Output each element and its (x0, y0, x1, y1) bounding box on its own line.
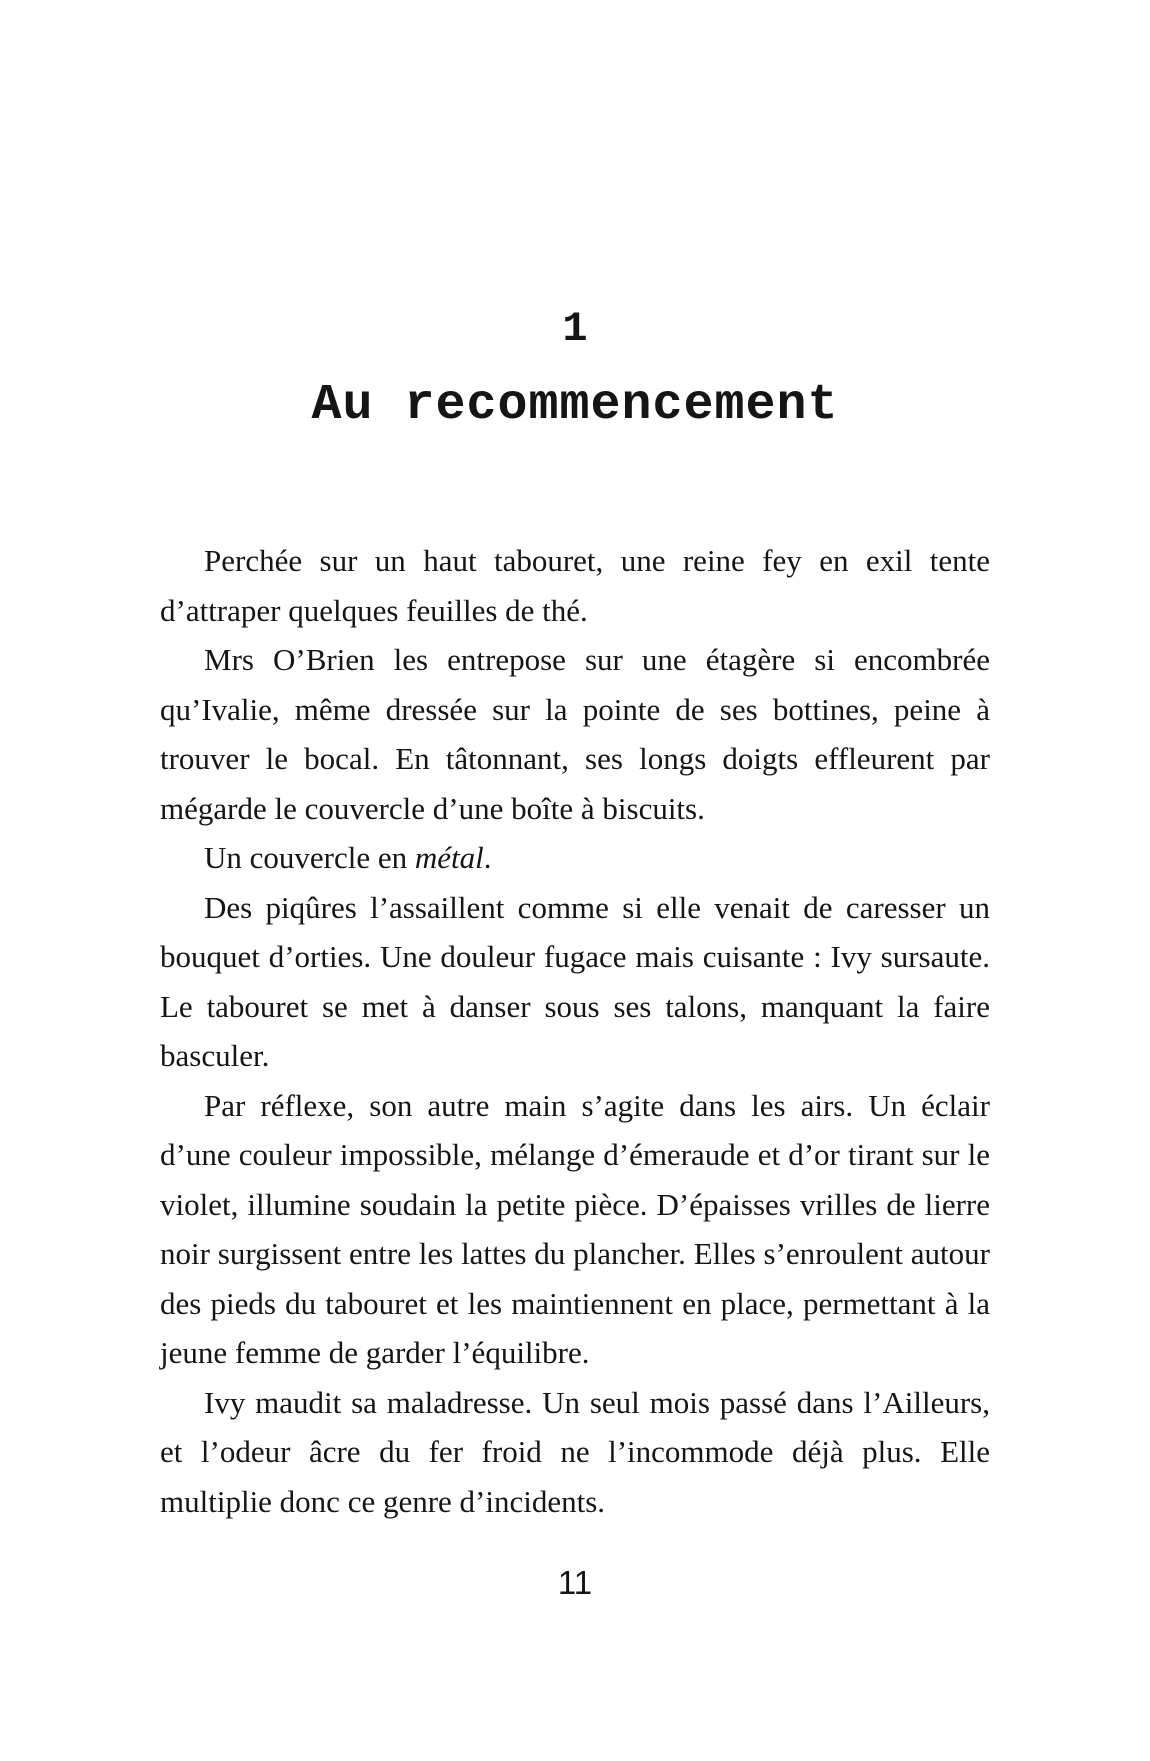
text-run: Mrs O’Brien les entrepose sur une étagère si encombrée qu’Ivalie, même dressée sur la pointe de ses bottines, peine à trouver le bocal. En tâtonnant, ses longs doigts effleurent par mégarde le couvercle d’une boîte à biscuits. (160, 642, 990, 826)
chapter-title: Au recommencement (311, 377, 839, 434)
text-run: Par réflexe, son autre main s’agite dans les airs. Un éclair d’une couleur impossible, mélange d’émeraude et d’or tirant sur le violet, illumine soudain la petite pièce. D’épaisses vrilles de lierre noir surgissent entre les lattes du plancher. Elles s’enroulent autour des pieds du tabouret et les maintiennent en place, permettant à la jeune femme de garder l’équilibre. (160, 1087, 990, 1370)
italic-text-run: métal (414, 840, 484, 875)
paragraph (160, 883, 990, 1081)
paragraph (160, 833, 990, 883)
paragraph (160, 1081, 990, 1378)
chapter-number: 1 (562, 305, 588, 353)
body-text (160, 536, 990, 1526)
text-run: Ivy maudit sa maladresse. Un seul mois passé dans l’Ailleurs, et l’odeur âcre du fer froid ne l’incommode déjà plus. Elle multiplie donc ce genre d’incidents. (160, 1384, 990, 1519)
text-run: . (483, 840, 492, 875)
paragraph (160, 536, 990, 635)
text-run: Un couvercle en (204, 840, 415, 875)
text-run: Perchée sur un haut tabouret, une reine fey en exil tente d’attraper quelques feuilles de thé. (160, 543, 990, 628)
paragraph (160, 635, 990, 833)
page-number: 11 (557, 1564, 593, 1601)
text-run: Des piqûres l’assaillent comme si elle venait de caresser un bouquet d’orties. Une douleur fugace mais cuisante : Ivy sursaute. Le tabouret se met à danser sous ses talons, manquant la faire basculer. (160, 889, 990, 1073)
paragraph (160, 1378, 990, 1527)
